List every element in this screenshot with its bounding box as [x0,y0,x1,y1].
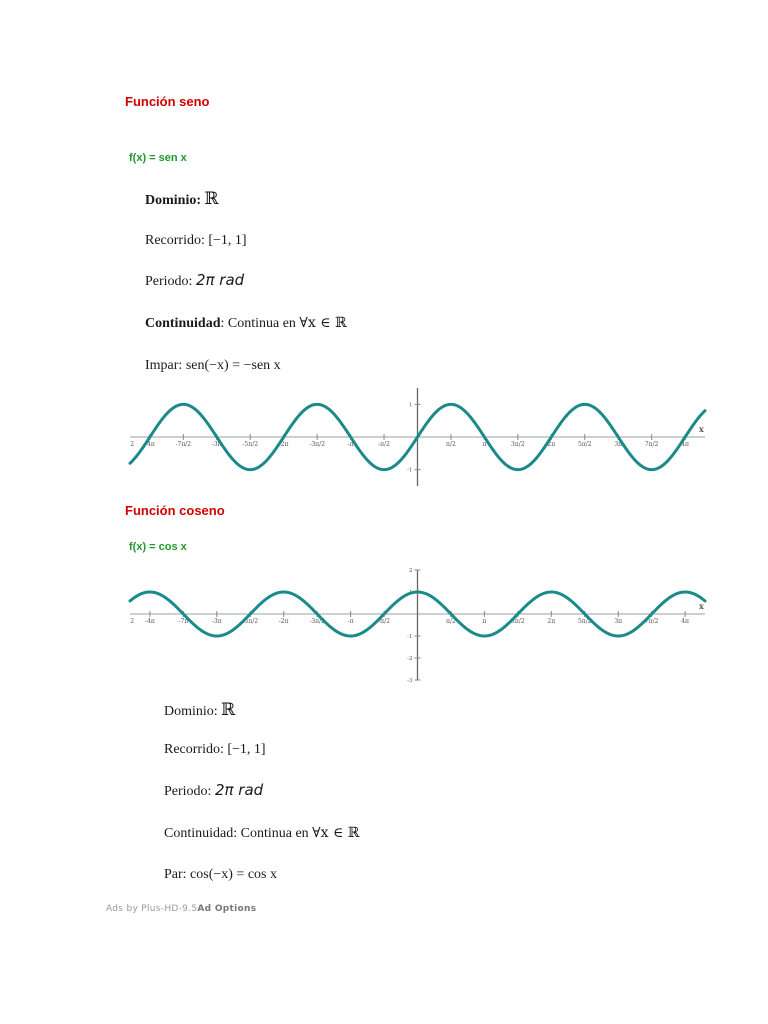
cosine-formula: f(x) = cos x [129,541,187,553]
cosine-chart [130,568,705,684]
sine-periodo [145,271,244,290]
x-tick-label: -3π [211,618,222,625]
x-tick-label: 3π [614,618,623,625]
y-tick-label: -1 [407,634,413,640]
y-tick-label: -1 [407,467,413,474]
x-tick-label: -4π [144,618,155,625]
x-tick-label: π/2 [446,441,456,448]
x-tick-label: π [482,618,487,625]
periodo-value: 2π rad [195,271,245,289]
x-tick-label: -4π [144,441,155,448]
periodo-label: Periodo: [164,784,212,799]
sine-dominio [145,189,219,209]
cosine-recorrido: Recorrido: [−1, 1] [164,742,266,757]
cosine-paridad: Par: cos(−x) = cos x [164,867,277,882]
y-tick-label: 1 [409,402,413,409]
x-tick-label: 2 [130,441,135,448]
x-tick-label: 2 [130,618,135,625]
x-tick-label: -2π [278,618,289,625]
x-tick-label: -3π/2 [309,618,325,625]
x-tick-label: -3π [211,441,222,448]
x-tick-label: -7π/2 [175,441,192,448]
x-tick-label: -π/2 [378,618,390,625]
dominio-label: Dominio: [145,193,201,208]
x-tick-label: 2π [547,618,556,625]
x-tick-label: 4π [681,618,689,625]
continuidad-text: Continuidad: Continua en [164,826,309,841]
x-tick-label: -5π/2 [242,441,259,448]
sine-paridad: Impar: sen(−x) = −sen x [145,358,281,373]
y-tick-label: -3 [407,678,413,684]
x-tick-label: -π/2 [378,441,390,448]
sine-recorrido: Recorrido: [−1, 1] [145,233,247,248]
cosine-periodo [164,781,263,800]
y-tick-label: -2 [407,656,413,662]
ads-footer [106,904,256,914]
y-tick-label: 1 [409,590,413,596]
x-tick-label: π [482,441,487,448]
cosine-heading: Función coseno [125,503,225,518]
x-tick-label: π/2 [446,618,456,625]
sine-continuidad [145,315,347,332]
ad-options-link[interactable]: Ad Options [197,904,257,914]
continuidad-math: ∀x ∈ ℝ [299,315,347,331]
x-tick-label: -5π/2 [242,618,259,625]
dominio-label: Dominio: [164,704,218,719]
y-tick-label: 2 [409,568,413,574]
reals-symbol: ℝ [204,189,219,209]
x-tick-label: 2π [547,441,556,448]
sine-chart [130,388,705,486]
reals-symbol: ℝ [221,700,236,720]
x-tick-label: 4π [681,441,689,448]
x-tick-label: -π [347,441,354,448]
x-tick-label: -π [347,618,354,625]
x-tick-label: -2π [278,441,289,448]
x-tick-label: 3π [614,441,623,448]
continuidad-label: Continuidad [145,316,221,331]
x-tick-label: 3π/2 [511,618,525,625]
periodo-label: Periodo: [145,274,193,289]
x-tick-label: 7π/2 [644,441,659,448]
x-tick-label: 5π/2 [577,441,592,448]
x-tick-label: -3π/2 [309,441,325,448]
continuidad-math: ∀x ∈ ℝ [312,825,360,841]
ads-text: Ads by Plus-HD-9.5 [106,904,198,914]
x-tick-label: 3π/2 [511,441,525,448]
periodo-value: 2π rad [214,781,264,799]
x-axis-label: x [699,424,704,434]
x-axis-label: x [699,601,704,611]
x-tick-label: 7π/2 [644,618,659,625]
x-tick-label: 5π/2 [577,618,592,625]
continuidad-text: : Continua en [220,316,296,331]
sine-heading: Función seno [125,94,210,109]
cosine-dominio [164,700,235,720]
sine-formula: f(x) = sen x [129,152,187,164]
x-tick-label: -7π [178,618,189,625]
cosine-continuidad [164,825,359,842]
